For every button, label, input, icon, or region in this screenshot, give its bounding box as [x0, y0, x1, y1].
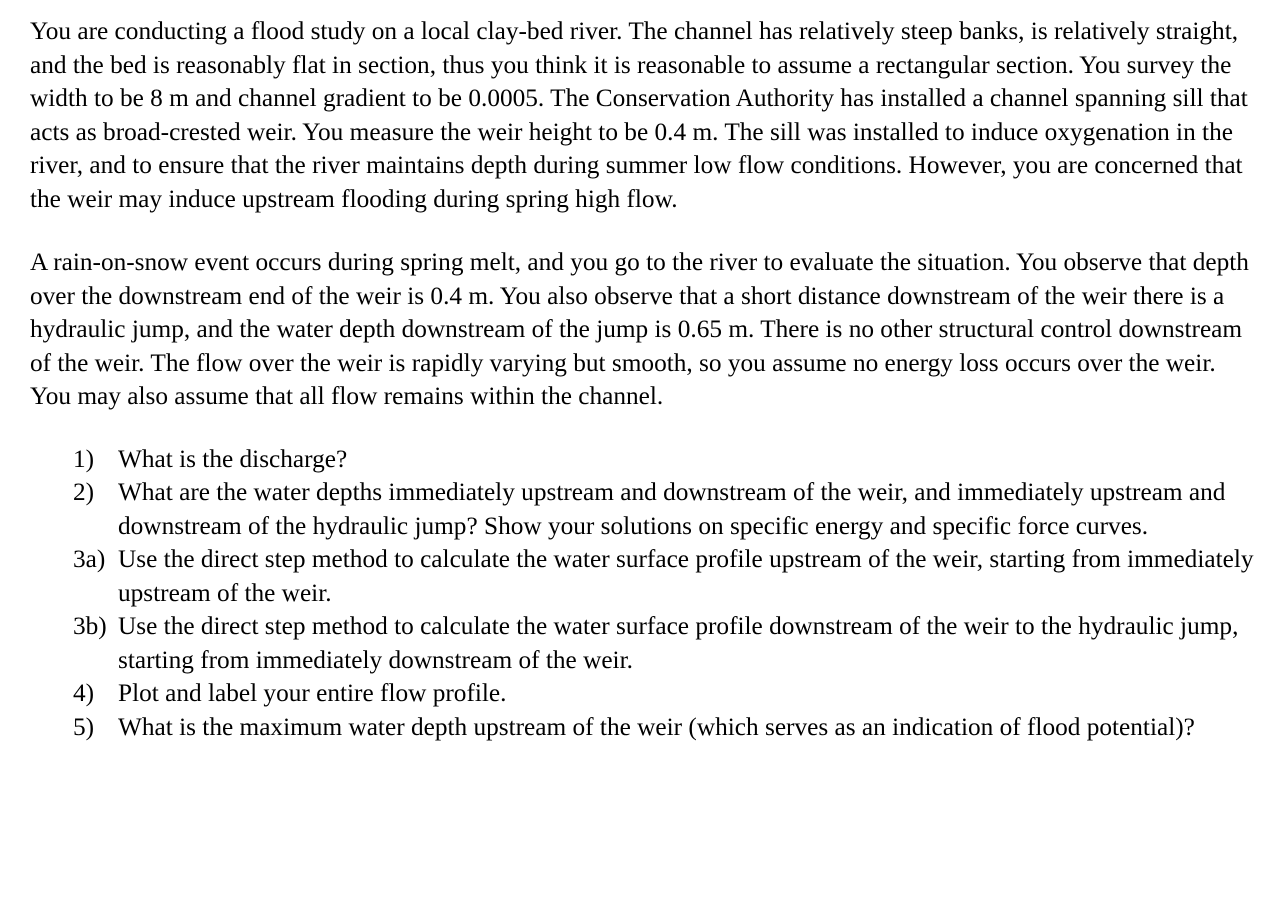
- question-item: [30, 711, 1259, 745]
- question-number: 3b): [73, 612, 107, 640]
- question-number: 5): [73, 712, 95, 741]
- question-item: [30, 610, 1259, 677]
- question-text: Use the direct step method to calculate the water surface profile downstream of the weir to the hydraulic jump, starting from immediately downstream of the weir.: [118, 612, 1239, 674]
- question-number: 1): [73, 444, 95, 473]
- question-number: 3a): [73, 545, 106, 573]
- question-text: What is the discharge?: [118, 444, 348, 473]
- question-list: [30, 443, 1259, 745]
- observation-paragraph: A rain-on-snow event occurs during spring melt, and you go to the river to evaluate the situation. You observe that depth over the downstream end of the weir is 0.4 m. You also observe that a short distance downstream of the weir there is a hydraulic jump, and the water depth downstream of the jump is 0.65 m. There is no other structural control downstream of the weir. The flow over the weir is rapidly varying but smooth, so you assume no energy loss occurs over the weir. You may also assume that all flow remains within the channel.: [30, 248, 1249, 410]
- question-item: [30, 476, 1259, 543]
- question-item: [30, 443, 1259, 477]
- question-number: 4): [73, 679, 95, 707]
- problem-context-paragraph: You are conducting a flood study on a local clay-bed river. The channel has relatively steep banks, is relatively straight, and the bed is reasonably flat in section, thus you think it is reasonable to assume a rectangular section. You survey the width to be 8 m and channel gradient to be 0.0005. The Conservation Authority has installed a channel spanning sill that acts as broad-crested weir. You measure the weir height to be 0.4 m. The sill was installed to induce oxygenation in the river, and to ensure that the river maintains depth during summer low flow conditions. However, you are concerned that the weir may induce upstream flooding during spring high flow.: [30, 17, 1248, 213]
- question-item: [30, 677, 1259, 711]
- question-text: What are the water depths immediately upstream and downstream of the weir, and immediately upstream and downstream of the hydraulic jump? Show your solutions on specific energy and specific force curves.: [118, 478, 1226, 540]
- question-text: Use the direct step method to calculate the water surface profile upstream of the weir, starting from immediately upstream of the weir.: [118, 545, 1254, 607]
- question-text: Plot and label your entire flow profile.: [118, 679, 507, 707]
- question-item: [30, 543, 1259, 610]
- question-text: What is the maximum water depth upstream of the weir (which serves as an indication of flood potential)?: [118, 712, 1195, 741]
- question-number: 2): [73, 478, 95, 506]
